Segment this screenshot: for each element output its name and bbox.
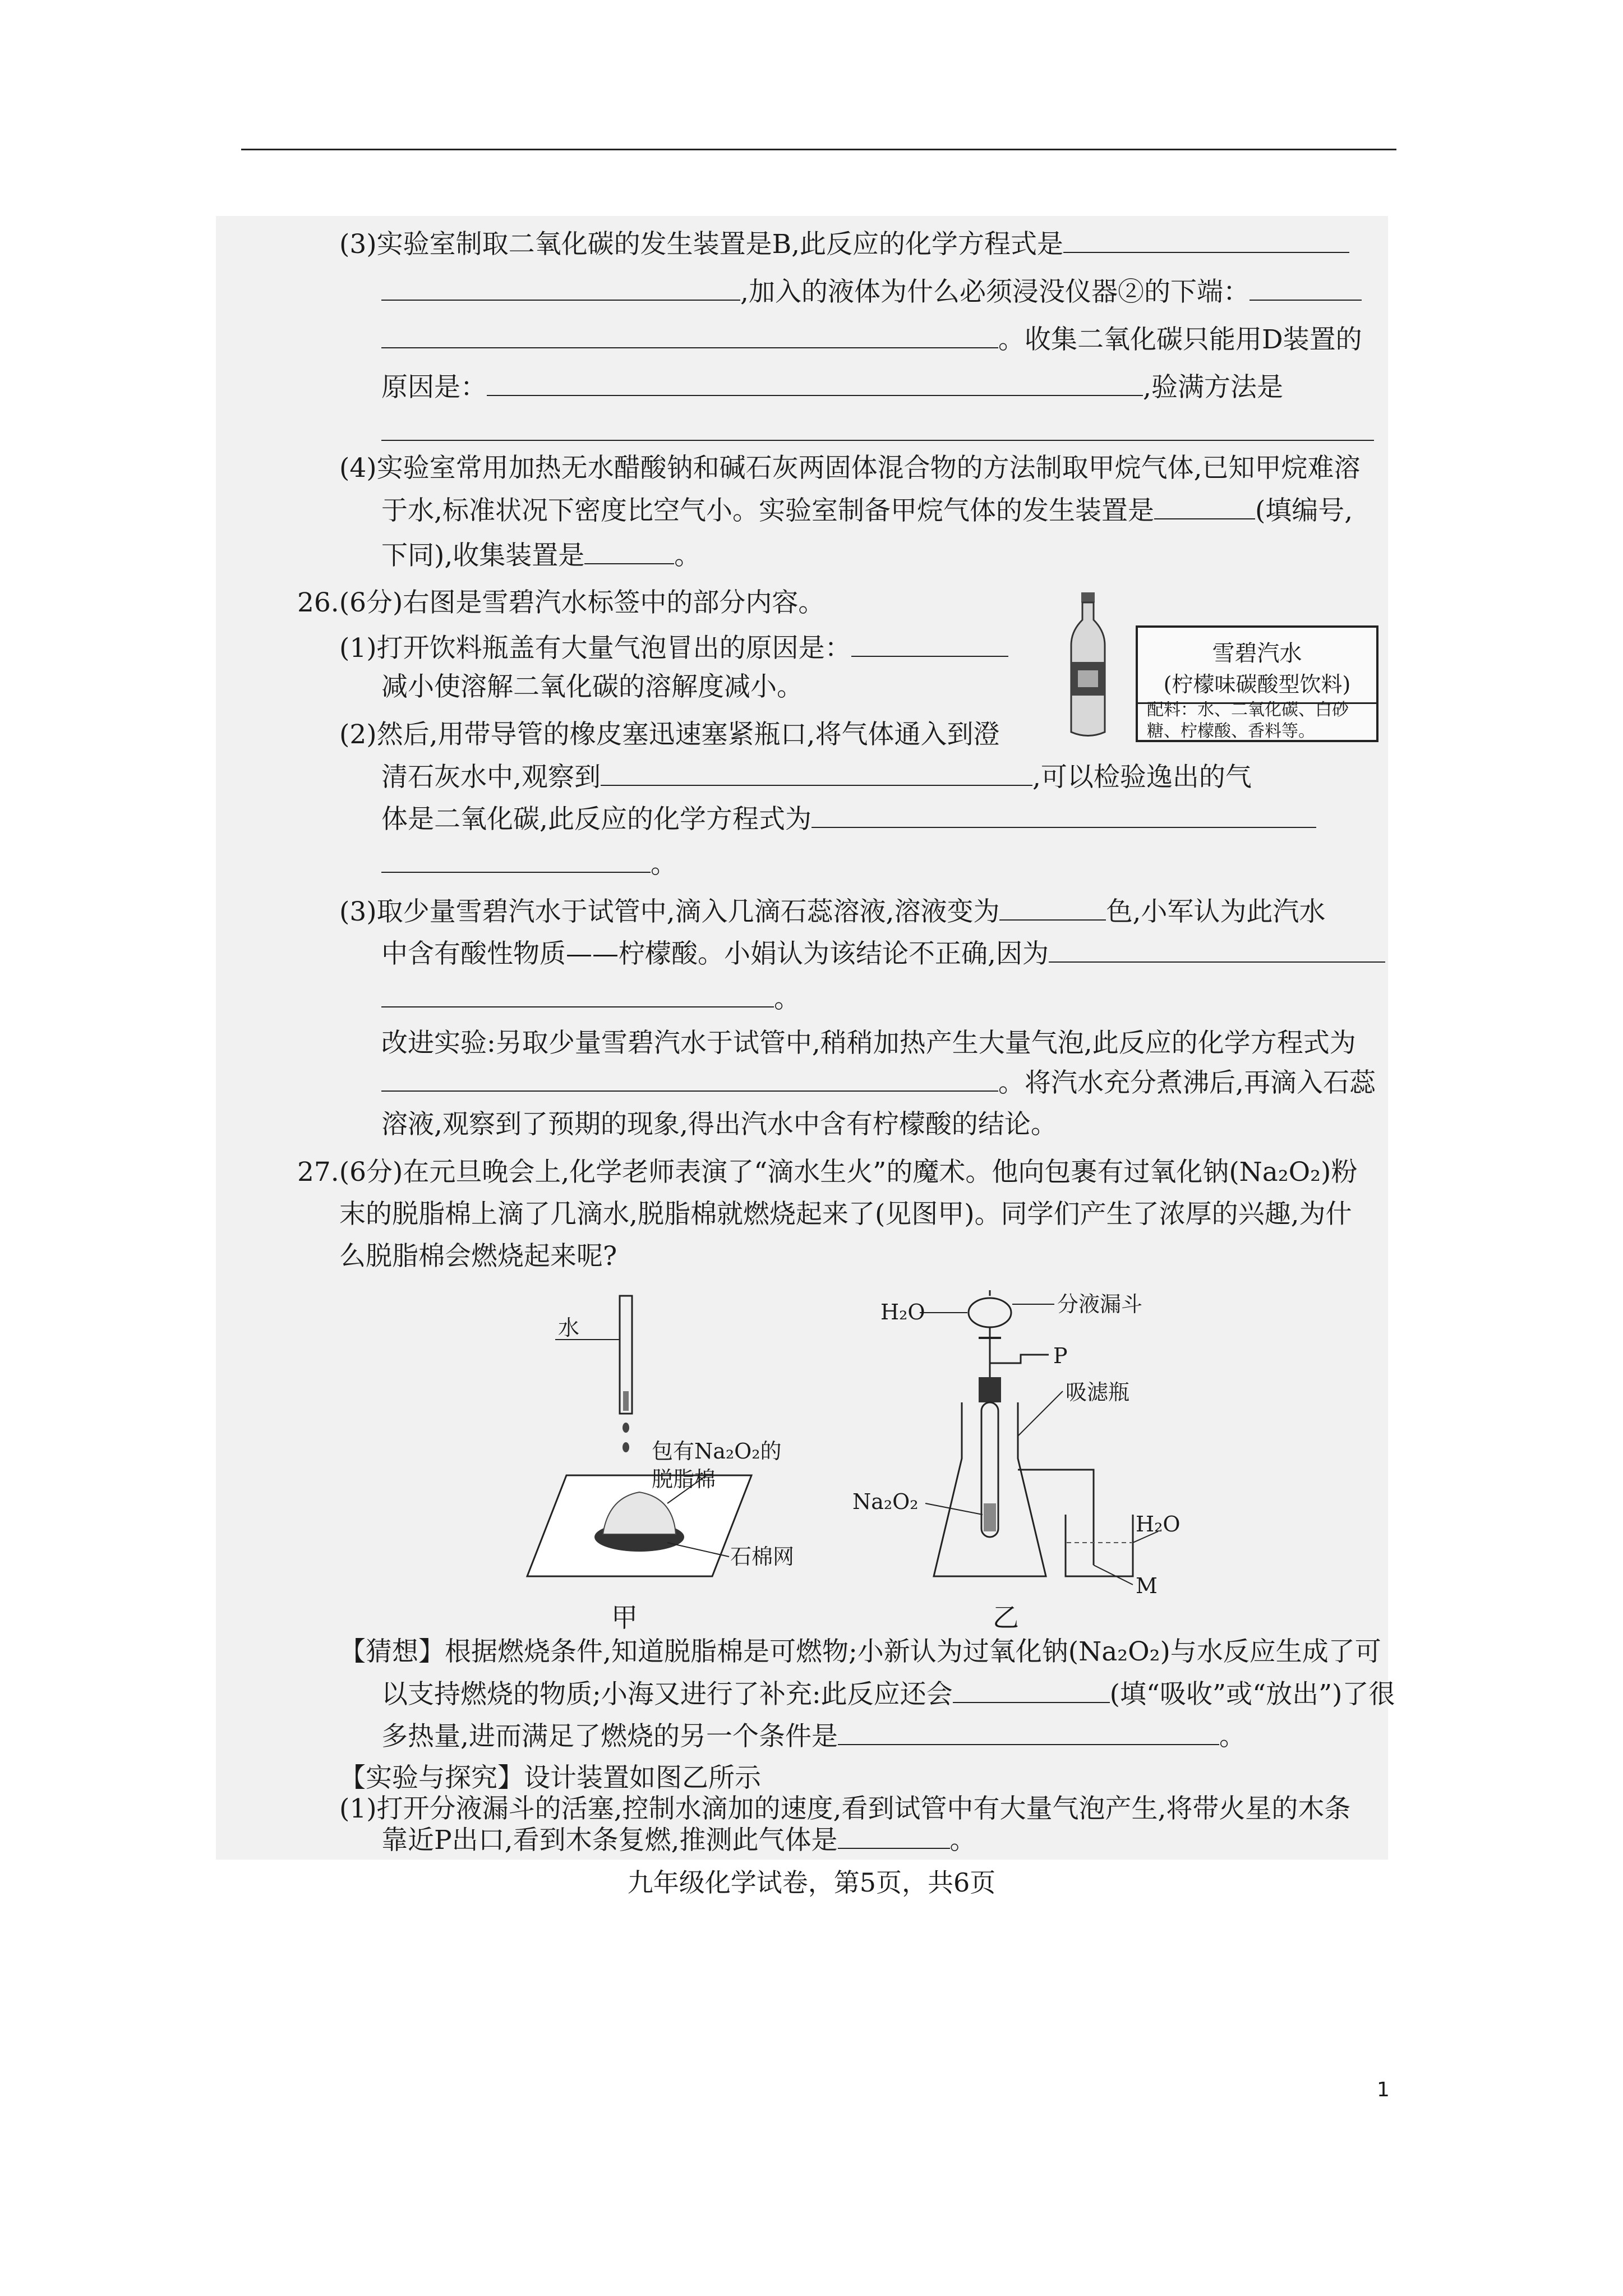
answer-blank[interactable] <box>1249 275 1362 301</box>
answer-blank[interactable] <box>381 847 651 873</box>
q27-line1: 27.(6分)在元旦晚会上,化学老师表演了“滴水生火”的魔术。他向包裹有过氧化钠(Na₂O₂)粉 <box>297 1157 1358 1188</box>
label-h2o-right: H₂O <box>1136 1512 1181 1536</box>
outlet-tube <box>990 1355 1049 1363</box>
q25-text: (3)实验室制取二氧化碳的发生装置是B,此反应的化学方程式是 <box>339 229 1064 260</box>
page-number: 1 <box>1377 2078 1390 2101</box>
label-wrapped-cotton-2: 脱脂棉 <box>652 1467 716 1492</box>
q26-part3-line2 <box>381 937 1385 971</box>
q27-hypothesis-line2 <box>381 1677 1395 1711</box>
q26-part2-line4 <box>381 847 677 881</box>
leader-line <box>1094 1565 1133 1585</box>
answer-blank[interactable] <box>1063 227 1349 253</box>
leader-line <box>1018 1391 1063 1436</box>
label-water: 水 <box>558 1315 580 1340</box>
answer-blank[interactable] <box>1154 494 1255 519</box>
answer-blank[interactable] <box>601 760 1032 786</box>
answer-blank[interactable] <box>811 802 1316 828</box>
q26-part3-line6: 溶液,观察到了预期的现象,得出汽水中含有柠檬酸的结论。 <box>381 1109 1057 1140</box>
answer-blank[interactable] <box>838 1823 950 1849</box>
q26-text: 。将汽水充分煮沸后,再滴入石蕊 <box>998 1068 1376 1098</box>
q26-part1-line1 <box>339 631 1008 665</box>
q25-text: ,验满方法是 <box>1143 372 1283 403</box>
label-na2o2: Na₂O₂ <box>852 1489 919 1514</box>
q26-text: 色,小军认为此汽水 <box>1106 896 1326 927</box>
answer-blank[interactable] <box>381 1066 998 1092</box>
q27-line3: 么脱脂棉会燃烧起来呢? <box>339 1241 617 1272</box>
q26-part3-line3 <box>381 982 800 1016</box>
bottle-cap <box>1081 592 1095 602</box>
answer-blank[interactable] <box>487 370 1143 396</box>
q26-part3-line4: 改进实验:另取少量雪碧汽水于试管中,稍稍加热产生大量气泡,此反应的化学方程式为 <box>381 1028 1356 1059</box>
q25-text: 。 <box>674 540 701 571</box>
answer-blank[interactable] <box>1049 937 1385 963</box>
q25-text: (填编号, <box>1255 495 1353 526</box>
q25-part3-line1 <box>339 227 1349 261</box>
q27-line2: 末的脱脂棉上滴了几滴水,脱脂棉就燃烧起来了(见图甲)。同学们产生了浓厚的兴趣,为什 <box>339 1199 1352 1230</box>
q27-text: 多热量,进而满足了燃烧的另一个条件是 <box>381 1721 838 1752</box>
label-wrapped-cotton-1: 包有Na₂O₂的 <box>652 1439 782 1464</box>
leader-line <box>925 1503 983 1515</box>
q27-experiment-heading: 【实验与探究】设计装置如图乙所示 <box>339 1763 761 1793</box>
suction-flask <box>934 1402 1046 1576</box>
q27-text: 。 <box>1219 1721 1246 1752</box>
footer: 九年级化学试卷，第5页，共6页 <box>627 1867 996 1898</box>
q25-part3-line3 <box>381 323 1362 357</box>
q25-text: ,加入的液体为什么必须浸没仪器②的下端： <box>740 277 1249 307</box>
answer-blank[interactable] <box>381 323 998 348</box>
side-arm-tube <box>1018 1470 1094 1565</box>
answer-blank[interactable] <box>584 539 674 564</box>
q25-text: 。收集二氧化碳只能用D装置的 <box>998 324 1362 355</box>
answer-blank[interactable] <box>381 982 774 1007</box>
soda-bottle-illustration <box>1060 589 1116 740</box>
q27-experiment-line2 <box>381 1823 976 1857</box>
q26-text: (1)打开饮料瓶盖有大量气泡冒出的原因是： <box>339 633 851 664</box>
q25-text: 原因是： <box>381 372 487 403</box>
q25-part3-line4 <box>381 370 1283 404</box>
answer-blank[interactable] <box>838 1719 1219 1745</box>
label-h2o-top: H₂O <box>880 1300 925 1324</box>
q26-text: 。 <box>651 849 677 880</box>
figure-yi <box>841 1279 1189 1604</box>
q27-text: 靠近P出口,看到木条复燃,推测此气体是 <box>381 1825 838 1856</box>
answer-blank[interactable] <box>381 275 740 301</box>
q26-part3-line1 <box>339 895 1325 929</box>
q26-part2-line2 <box>381 760 1252 794</box>
figure-jia-caption: 甲 <box>611 1603 638 1634</box>
q25-part4-line3 <box>381 539 700 573</box>
label-subtitle: (柠檬味碳酸型饮料) <box>1138 667 1376 704</box>
q27-hypothesis-line3 <box>381 1719 1246 1754</box>
figure-yi-caption: 乙 <box>993 1603 1019 1634</box>
header-rule <box>241 149 1396 150</box>
q27-experiment-line1: (1)打开分液漏斗的活塞,控制水滴加的速度,看到试管中有大量气泡产生,将带火星的木条 <box>339 1793 1351 1824</box>
q27-text: (填“吸收”或“放出”)了很 <box>1109 1679 1395 1710</box>
q26-text: (3)取少量雪碧汽水于试管中,滴入几滴石蕊溶液,溶液变为 <box>339 896 1000 927</box>
rubber-stopper <box>979 1377 1001 1402</box>
label-m: M <box>1136 1573 1158 1598</box>
q27-text: 。 <box>949 1825 976 1856</box>
q26-text: 中含有酸性物质——柠檬酸。小娟认为该结论不正确,因为 <box>381 938 1049 969</box>
answer-blank[interactable] <box>999 895 1106 921</box>
answer-blank[interactable] <box>851 631 1008 657</box>
answer-blank[interactable] <box>953 1677 1110 1703</box>
q26-text: ,可以检验逸出的气 <box>1032 762 1252 793</box>
q26-part2-line1: (2)然后,用带导管的橡皮塞迅速塞紧瓶口,将气体通入到澄 <box>339 719 1000 750</box>
sprite-label-box <box>1136 625 1378 742</box>
label-flask: 吸滤瓶 <box>1066 1380 1130 1405</box>
q25-part4-line1: (4)实验室常用加热无水醋酸钠和碱石灰两固体混合物的方法制取甲烷气体,已知甲烷难溶 <box>339 453 1361 484</box>
q26-text: 体是二氧化碳,此反应的化学方程式为 <box>381 804 811 835</box>
q25-text: 于水,标准状况下密度比空气小。实验室制备甲烷气体的发生装置是 <box>381 495 1154 526</box>
q25-part4-line2 <box>381 494 1353 528</box>
q25-part3-line2 <box>381 275 1362 309</box>
na2o2-powder <box>984 1503 996 1531</box>
label-gauze: 石棉网 <box>730 1544 795 1569</box>
answer-blank[interactable] <box>381 415 1374 441</box>
q26-part1-line2: 减小使溶解二氧化碳的溶解度减小。 <box>381 671 803 702</box>
separating-funnel <box>969 1298 1011 1327</box>
q26-part3-line5 <box>381 1066 1376 1100</box>
beaker <box>1066 1515 1133 1576</box>
figure-jia <box>505 1290 897 1593</box>
label-funnel: 分液漏斗 <box>1057 1292 1143 1317</box>
q27-hypothesis-line1: 【猜想】根据燃烧条件,知道脱脂棉是可燃物;小新认为过氧化钠(Na₂O₂)与水反应生成了可 <box>339 1636 1381 1667</box>
q26-text: 清石灰水中,观察到 <box>381 762 601 793</box>
label-ingredients: 配料：水、二氧化碳、白砂糖、柠檬酸、香料等。 <box>1147 700 1349 741</box>
q25-part3-line5 <box>381 415 1374 449</box>
label-title: 雪碧汽水 <box>1212 641 1302 666</box>
q26-part2-line3 <box>381 802 1316 836</box>
bottle-logo <box>1078 670 1098 687</box>
water-drop <box>623 1423 629 1433</box>
q27-text: 以支持燃烧的物质;小海又进行了补充:此反应还会 <box>381 1679 953 1710</box>
q26-heading: 26.(6分)右图是雪碧汽水标签中的部分内容。 <box>297 587 825 618</box>
label-p: P <box>1053 1343 1068 1368</box>
q26-text: 。 <box>774 983 800 1014</box>
water-drop <box>623 1442 629 1452</box>
q25-text: 下同),收集装置是 <box>381 540 585 571</box>
